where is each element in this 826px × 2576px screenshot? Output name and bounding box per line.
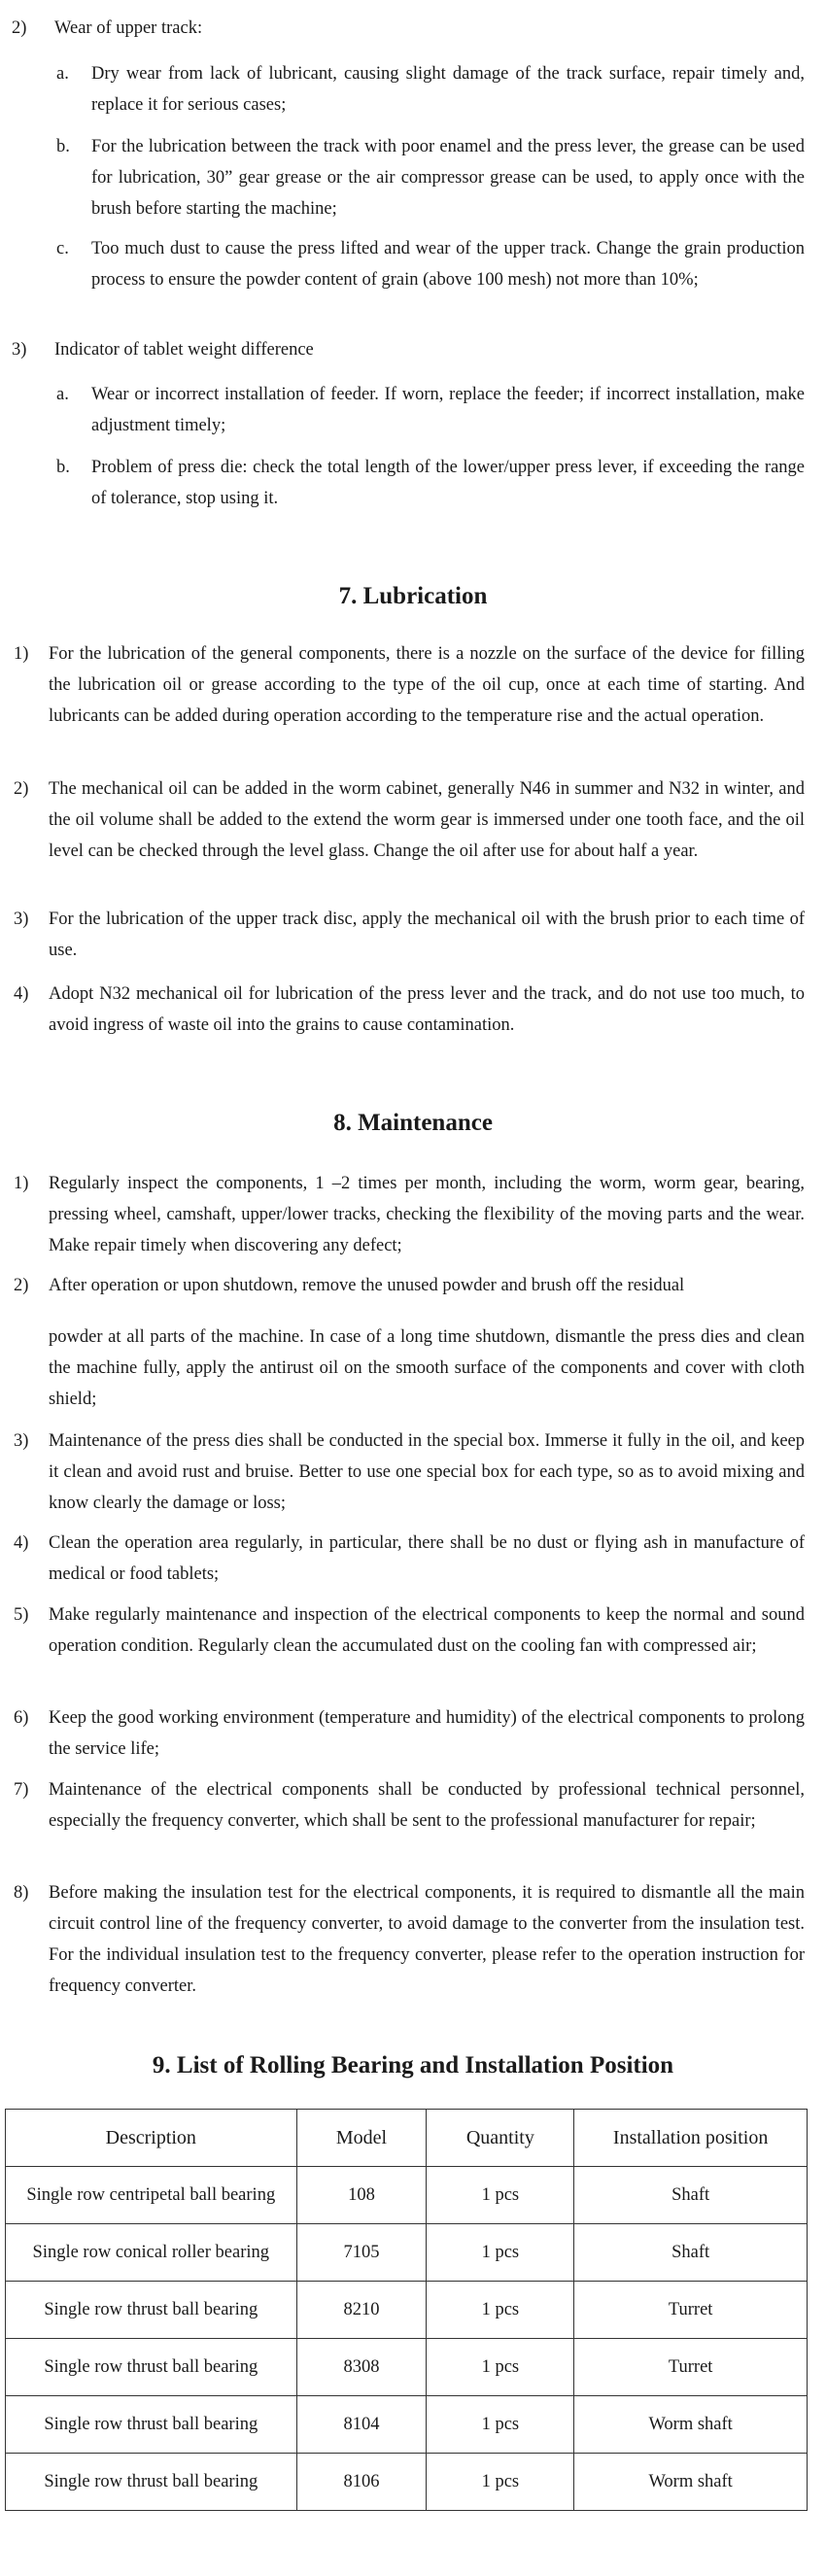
table-cell-position: Shaft [574, 2167, 808, 2224]
column-header-description: Description [6, 2110, 297, 2167]
table-cell-description: Single row thrust ball bearing [6, 2339, 297, 2396]
column-header-installation-position: Installation position [574, 2110, 808, 2167]
section-heading-maintenance: 8. Maintenance [333, 1110, 493, 1136]
list-item-text: Maintenance of the press dies shall be conducted in the special box. Immerse it fully in the oil, and keep it clean and avoid rust and bruise. Better to use one special box for each type, so as to avoid mixing and know clearly the damage or loss; [49, 1431, 805, 1513]
table-row [6, 2339, 808, 2396]
list-item-text: Make regularly maintenance and inspection of the electrical components to keep the normal and sound operation condition. Regularly clean the accumulated dust on the cooling fan with compressed air; [49, 1605, 805, 1656]
item-number: 6) [14, 1708, 29, 1728]
list-item-text: Regularly inspect the components, 1 –2 times per month, including the worm, worm gear, bearing, pressing wheel, camshaft, upper/lower tracks, checking the flexibility of the moving parts and the wear. Make repair timely when discovering any defect; [49, 1174, 805, 1255]
table-cell-position: Worm shaft [574, 2396, 808, 2454]
item-number: 2) [14, 1276, 29, 1295]
item-number: 3) [14, 1431, 29, 1451]
section-number: 3) [12, 340, 27, 360]
item-number: 5) [14, 1605, 29, 1625]
table-cell-quantity: 1 pcs [427, 2282, 574, 2339]
item-number: 7) [14, 1780, 29, 1800]
table-cell-position: Worm shaft [574, 2454, 808, 2511]
list-item-text: Problem of press die: check the total length of the lower/upper press lever, if exceeding the range of tolerance, stop using it. [91, 458, 805, 508]
table-row [6, 2454, 808, 2511]
table-cell-description: Single row thrust ball bearing [6, 2454, 297, 2511]
list-item-text: Wear or incorrect installation of feeder. If worn, replace the feeder; if incorrect installation, make adjustment timely; [91, 385, 805, 435]
section-title: Indicator of tablet weight difference [54, 340, 314, 360]
item-label: a. [56, 64, 69, 84]
item-number: 1) [14, 1174, 29, 1193]
list-item-text: For the lubrication between the track with poor enamel and the press lever, the grease can be used for lubrication, 30” gear grease or the air compressor grease can be used, to apply once with the brush before starting the machine; [91, 137, 805, 219]
table-row [6, 2396, 808, 2454]
bearing-table [5, 2109, 808, 2511]
list-item-text: Before making the insulation test for the electrical components, it is required to dismantle all the main circuit control line of the frequency converter, to avoid damage to the converter from the insulation test. For the individual insulation test to the frequency converter, please refer to the operation instruction for frequency converter. [49, 1883, 805, 1996]
table-cell-description: Single row centripetal ball bearing [6, 2167, 297, 2224]
table-row [6, 2167, 808, 2224]
list-item-text: The mechanical oil can be added in the worm cabinet, generally N46 in summer and N32 in winter, and the oil volume shall be added to the extend the worm gear is immersed under one tooth face, and the oil level can be checked through the level glass. Change the oil after use for about half a year. [49, 779, 805, 861]
list-item-text: Too much dust to cause the press lifted and wear of the upper track. Change the grain production process to ensure the powder content of grain (above 100 mesh) not more than 10%; [91, 239, 805, 290]
item-number: 8) [14, 1883, 29, 1903]
column-header-model: Model [296, 2110, 427, 2167]
table-cell-quantity: 1 pcs [427, 2224, 574, 2282]
list-item-text: Keep the good working environment (temperature and humidity) of the electrical components to prolong the service life; [49, 1708, 805, 1759]
item-number: 4) [14, 1533, 29, 1553]
item-label: c. [56, 239, 69, 258]
table-cell-quantity: 1 pcs [427, 2396, 574, 2454]
item-number: 1) [14, 644, 29, 664]
table-row [6, 2224, 808, 2282]
item-label: a. [56, 385, 69, 404]
list-item-text: Dry wear from lack of lubricant, causing slight damage of the track surface, repair timely and, replace it for serious cases; [91, 64, 805, 115]
list-item-text: For the lubrication of the general components, there is a nozzle on the surface of the device for filling the lubrication oil or grease according to the type of the oil cup, once at each time of starting. And lubricants can be added during operation according to the temperature rise and the actual operation. [49, 644, 805, 726]
item-number: 3) [14, 910, 29, 929]
table-cell-description: Single row conical roller bearing [6, 2224, 297, 2282]
table-cell-quantity: 1 pcs [427, 2339, 574, 2396]
list-item-text-continued: powder at all parts of the machine. In case of a long time shutdown, dismantle the press dies and clean the machine fully, apply the antirust oil on the smooth surface of the components and cover with cloth shield; [49, 1327, 805, 1409]
table-cell-model: 8106 [296, 2454, 427, 2511]
table-cell-quantity: 1 pcs [427, 2167, 574, 2224]
table-cell-model: 8308 [296, 2339, 427, 2396]
section-title: Wear of upper track: [54, 18, 203, 38]
list-item-text: Clean the operation area regularly, in particular, there shall be no dust or flying ash in manufacture of medical or food tablets; [49, 1533, 805, 1584]
table-cell-quantity: 1 pcs [427, 2454, 574, 2511]
table-header-row [6, 2110, 808, 2167]
section-number: 2) [12, 18, 27, 38]
table-cell-model: 8104 [296, 2396, 427, 2454]
item-label: b. [56, 458, 70, 477]
table-cell-model: 7105 [296, 2224, 427, 2282]
table-cell-position: Turret [574, 2282, 808, 2339]
table-row [6, 2282, 808, 2339]
list-item-text: For the lubrication of the upper track disc, apply the mechanical oil with the brush prior to each time of use. [49, 910, 805, 960]
item-number: 2) [14, 779, 29, 799]
item-label: b. [56, 137, 70, 156]
list-item-text: Adopt N32 mechanical oil for lubrication of the press lever and the track, and do not use too much, to avoid ingress of waste oil into the grains to cause contamination. [49, 984, 805, 1035]
item-number: 4) [14, 984, 29, 1004]
table-cell-model: 8210 [296, 2282, 427, 2339]
table-cell-position: Shaft [574, 2224, 808, 2282]
section-heading-bearing-list: 9. List of Rolling Bearing and Installation Position [152, 2052, 674, 2078]
table-cell-description: Single row thrust ball bearing [6, 2282, 297, 2339]
table-cell-model: 108 [296, 2167, 427, 2224]
table-cell-description: Single row thrust ball bearing [6, 2396, 297, 2454]
list-item-text: Maintenance of the electrical components shall be conducted by professional technical personnel, especially the frequency converter, which shall be sent to the professional manufacturer for repair; [49, 1780, 805, 1831]
section-heading-lubrication: 7. Lubrication [338, 583, 488, 609]
table-cell-position: Turret [574, 2339, 808, 2396]
list-item-text: After operation or upon shutdown, remove the unused powder and brush off the residual [49, 1276, 685, 1295]
column-header-quantity: Quantity [427, 2110, 574, 2167]
